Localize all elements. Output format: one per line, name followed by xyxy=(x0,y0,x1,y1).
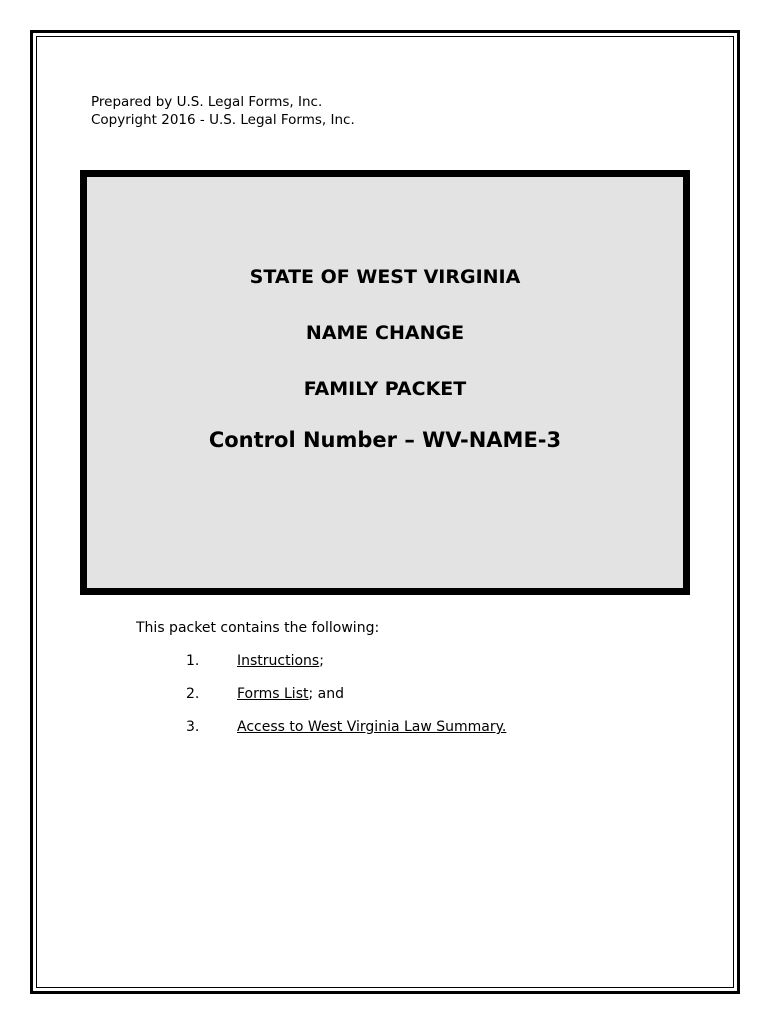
list-item-suffix: ; and xyxy=(308,686,344,702)
list-item xyxy=(186,719,506,735)
copyright-line: Copyright 2016 - U.S. Legal Forms, Inc. xyxy=(91,112,355,128)
control-number: Control Number – WV-NAME-3 xyxy=(208,428,562,452)
instructions-link[interactable]: Instructions xyxy=(237,653,320,669)
list-item-number: 2. xyxy=(186,686,200,702)
subject-title: NAME CHANGE xyxy=(305,322,465,344)
list-item-number: 3. xyxy=(186,719,200,735)
packet-title: FAMILY PACKET xyxy=(303,378,467,400)
list-item-number: 1. xyxy=(186,653,200,669)
contents-intro: This packet contains the following: xyxy=(136,620,380,636)
law-summary-link[interactable]: Access to West Virginia Law Summary. xyxy=(237,719,507,735)
cover-title-box xyxy=(80,170,690,595)
list-item xyxy=(186,653,324,669)
list-item-suffix: ; xyxy=(319,653,324,669)
state-title: STATE OF WEST VIRGINIA xyxy=(249,266,521,288)
prepared-by-line: Prepared by U.S. Legal Forms, Inc. xyxy=(91,94,323,110)
preparer-info xyxy=(91,93,355,129)
forms-list-link[interactable]: Forms List xyxy=(237,686,309,702)
list-item xyxy=(186,686,344,702)
